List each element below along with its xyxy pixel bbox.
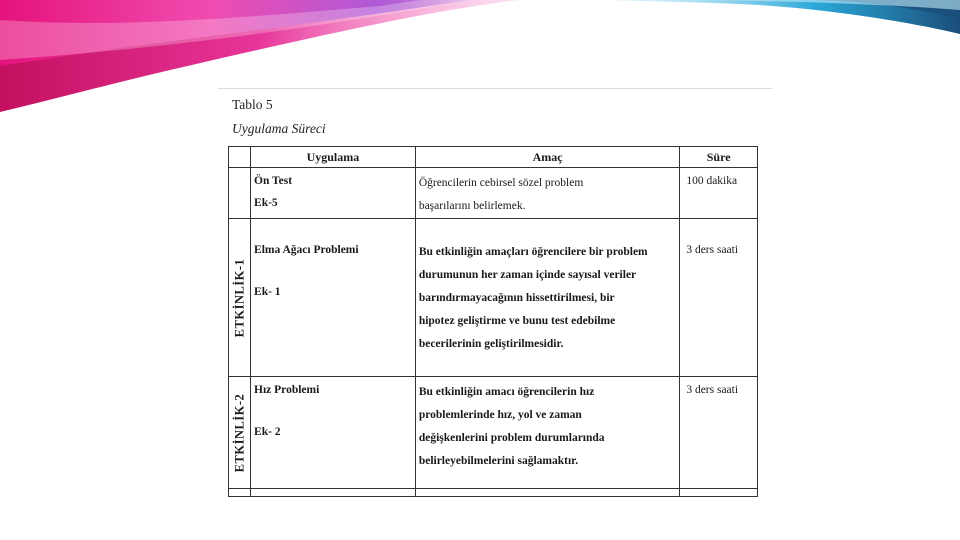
document-image [218, 88, 772, 488]
appendix-ref: Ek-5 [254, 197, 278, 209]
divider [218, 88, 772, 89]
cell-uygulama [251, 219, 416, 377]
aim-text: Öğrencilerin cebirsel sözel problem başarılarını belirlemek. [418, 177, 584, 212]
aim-text: Bu etkinliğin amaçları öğrencilere bir problem durumunun her zaman içinde sayısal veriler barındırmayacağının hissettirilmesi, bir hipotez geliştirme ve bunu test edebilme becerilerinin geliştirilmesidir. [418, 246, 648, 350]
cell-amac [415, 168, 680, 219]
activity-title: Elma Ağacı Problemi [254, 244, 359, 256]
activity-title: Hız Problemi [254, 384, 320, 396]
cell-uygulama [251, 377, 416, 489]
table-header-row [229, 147, 758, 168]
cut-cell [229, 489, 251, 497]
row-side-cell [229, 377, 251, 489]
cut-cell [680, 489, 758, 497]
cell-amac [415, 219, 680, 377]
aim-text: Bu etkinliğin amacı öğrencilerin hız problemlerinde hız, yol ve zaman değişkenlerini problem durumlarında belirleyebilmelerini sağlamaktır. [418, 386, 605, 467]
row-side-cell [229, 168, 251, 219]
cell-sure [680, 377, 758, 489]
duration-text: 100 dakika [686, 175, 738, 187]
appendix-ref: Ek- 2 [254, 426, 281, 438]
duration-text: 3 ders saati [686, 244, 739, 256]
cell-sure [680, 219, 758, 377]
header-amac: Amaç [415, 147, 680, 168]
header-sure: Süre [680, 147, 758, 168]
table-row [229, 168, 758, 219]
cut-cell [415, 489, 680, 497]
header-uygulama: Uygulama [251, 147, 416, 168]
process-table [228, 146, 758, 497]
table-title: Uygulama Süreci [232, 121, 326, 136]
row-side-cell [229, 219, 251, 377]
duration-text: 3 ders saati [686, 384, 739, 396]
cell-amac [415, 377, 680, 489]
cell-sure [680, 168, 758, 219]
header-blank [229, 147, 251, 168]
cut-cell [251, 489, 416, 497]
row-side-label: ETKİNLİK-2 [232, 393, 247, 472]
row-side-label: ETKİNLİK-1 [232, 258, 247, 337]
table-number: Tablo 5 [232, 97, 273, 112]
table-row [229, 377, 758, 489]
table-row-cut [229, 489, 758, 497]
cell-uygulama [251, 168, 416, 219]
activity-title: Ön Test [254, 175, 293, 187]
appendix-ref: Ek- 1 [254, 286, 281, 298]
table-row [229, 219, 758, 377]
